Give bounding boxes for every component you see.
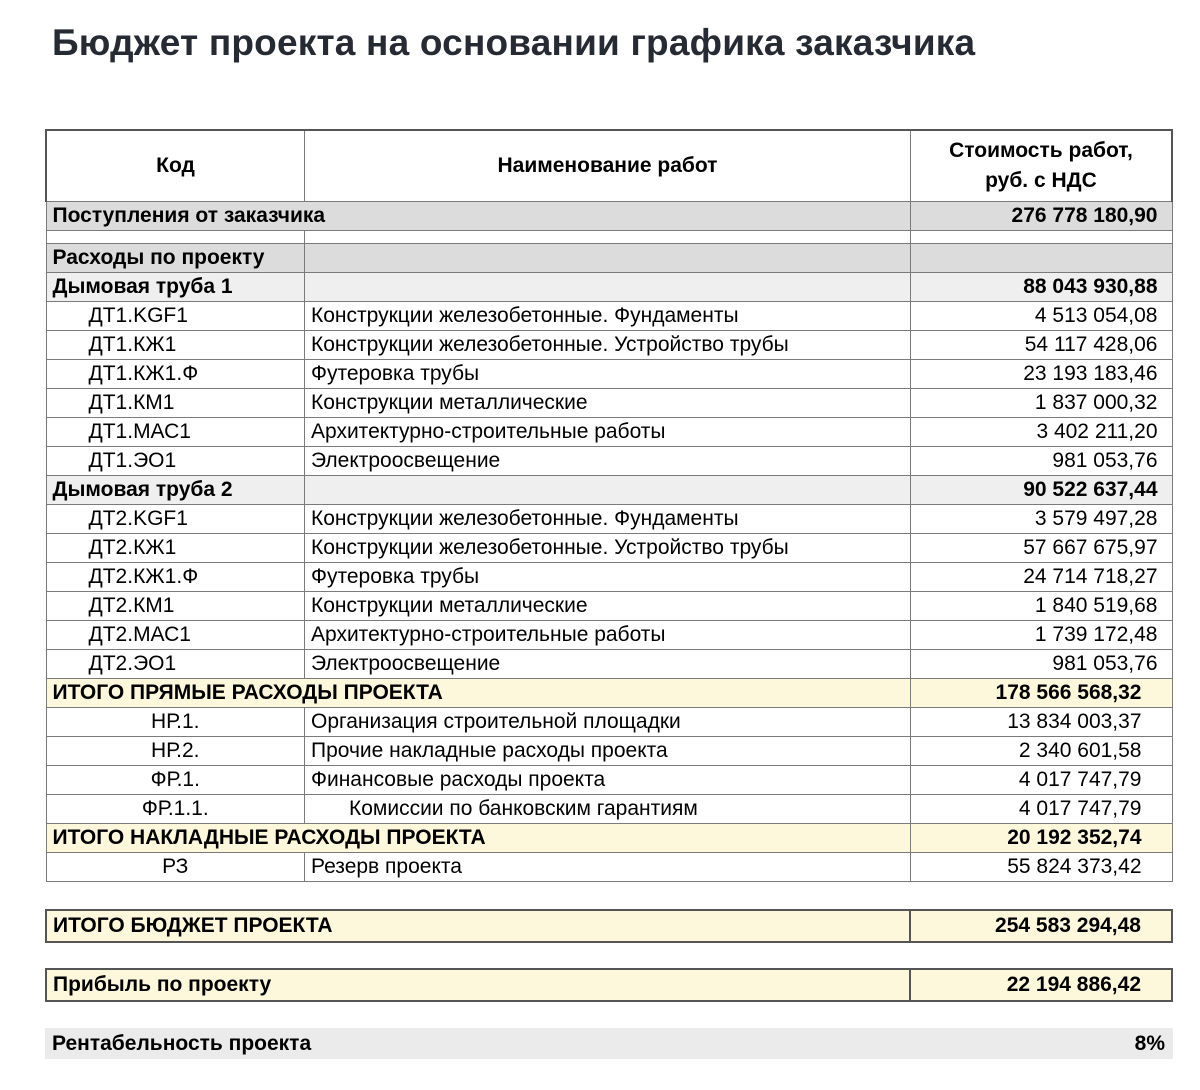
table-row: [46, 505, 1172, 534]
row-name: Конструкции железобетонные. Устройство трубы: [305, 331, 911, 360]
profitability-label: Рентабельность проекта: [52, 1032, 312, 1055]
income-value: 276 778 180,90: [910, 202, 1172, 231]
table-row: [46, 592, 1172, 621]
chimney2-row: [46, 476, 1172, 505]
table-row: [46, 737, 1172, 766]
header-cost: [910, 130, 1172, 202]
row-name: Прочие накладные расходы проекта: [305, 737, 911, 766]
direct-total-label: ИТОГО ПРЯМЫЕ РАСХОДЫ ПРОЕКТА: [46, 679, 910, 708]
row-code: ФР.1.: [46, 766, 305, 795]
overhead-total-label: ИТОГО НАКЛАДНЫЕ РАСХОДЫ ПРОЕКТА: [46, 824, 910, 853]
row-code: ДТ2.KGF1: [46, 505, 305, 534]
table-row: [46, 563, 1172, 592]
spacer-row: [46, 231, 1172, 244]
row-value: 981 053,76: [910, 650, 1172, 679]
overhead-total-row: [46, 824, 1172, 853]
table-row: [46, 534, 1172, 563]
row-value: 3 402 211,20: [910, 418, 1172, 447]
row-code: ДТ2.КЖ1.Ф: [46, 563, 305, 592]
reserve-value: 55 824 373,42: [910, 853, 1172, 882]
row-value: 1 739 172,48: [910, 621, 1172, 650]
table-row: [46, 360, 1172, 389]
reserve-row: [46, 853, 1172, 882]
row-value: 3 579 497,28: [910, 505, 1172, 534]
table-row: [46, 621, 1172, 650]
budget-total-value: 254 583 294,48: [910, 910, 1172, 942]
row-name: Организация строительной площадки: [305, 708, 911, 737]
row-code: ДТ1.КМ1: [46, 389, 305, 418]
table-row: [46, 418, 1172, 447]
row-name: Конструкции металлические: [305, 592, 911, 621]
reserve-code: РЗ: [46, 853, 305, 882]
row-code: ДТ2.КМ1: [46, 592, 305, 621]
header-name: Наименование работ: [305, 130, 911, 202]
row-code: ДТ1.МАС1: [46, 418, 305, 447]
row-code: НР.1.: [46, 708, 305, 737]
row-name: Футеровка трубы: [305, 360, 911, 389]
budget-table: [45, 129, 1173, 882]
row-value: 4 017 747,79: [910, 795, 1172, 824]
chimney1-label: Дымовая труба 1: [46, 273, 305, 302]
chimney2-value: 90 522 637,44: [910, 476, 1172, 505]
profit-label: Прибыль по проекту: [46, 969, 910, 1001]
reserve-name: Резерв проекта: [305, 853, 911, 882]
row-value: 4 513 054,08: [910, 302, 1172, 331]
row-name: Комиссии по банковским гарантиям: [305, 795, 911, 824]
row-name: Архитектурно-строительные работы: [305, 621, 911, 650]
table-row: [46, 766, 1172, 795]
row-name: Конструкции металлические: [305, 389, 911, 418]
budget-total-label: ИТОГО БЮДЖЕТ ПРОЕКТА: [46, 910, 910, 942]
row-name: Футеровка трубы: [305, 563, 911, 592]
row-value: 24 714 718,27: [910, 563, 1172, 592]
row-name: Конструкции железобетонные. Устройство трубы: [305, 534, 911, 563]
table-row: [46, 331, 1172, 360]
profitability-value: 8%: [1134, 1032, 1165, 1055]
row-code: ДТ2.ЭО1: [46, 650, 305, 679]
row-value: 23 193 183,46: [910, 360, 1172, 389]
income-label: Поступления от заказчика: [46, 202, 910, 231]
row-name: Электроосвещение: [305, 650, 911, 679]
table-row: [46, 795, 1172, 824]
row-name: Конструкции железобетонные. Фундаменты: [305, 302, 911, 331]
row-value: 1 840 519,68: [910, 592, 1172, 621]
header-cost-line2: руб. с НДС: [985, 169, 1097, 192]
table-row: [46, 389, 1172, 418]
row-code: ДТ1.ЭО1: [46, 447, 305, 476]
profit-box: [45, 968, 1173, 1002]
chimney1-value: 88 043 930,88: [910, 273, 1172, 302]
row-name: Финансовые расходы проекта: [305, 766, 911, 795]
row-value: 4 017 747,79: [910, 766, 1172, 795]
row-code: НР.2.: [46, 737, 305, 766]
row-code: ДТ2.КЖ1: [46, 534, 305, 563]
direct-total-row: [46, 679, 1172, 708]
row-code: ДТ1.КЖ1: [46, 331, 305, 360]
row-value: 54 117 428,06: [910, 331, 1172, 360]
overhead-total-value: 20 192 352,74: [910, 824, 1172, 853]
profitability-row: [45, 1028, 1173, 1059]
expenses-row: [46, 244, 1172, 273]
row-code: ДТ1.КЖ1.Ф: [46, 360, 305, 389]
budget-total-row: [46, 910, 1172, 942]
row-code: ДТ1.KGF1: [46, 302, 305, 331]
chimney1-row: [46, 273, 1172, 302]
profit-row: [46, 969, 1172, 1001]
table-row: [46, 447, 1172, 476]
row-value: 2 340 601,58: [910, 737, 1172, 766]
header-cost-line1: Стоимость работ,: [949, 139, 1133, 162]
row-value: 1 837 000,32: [910, 389, 1172, 418]
row-code: ФР.1.1.: [46, 795, 305, 824]
table-row: [46, 650, 1172, 679]
row-value: 57 667 675,97: [910, 534, 1172, 563]
row-name: Архитектурно-строительные работы: [305, 418, 911, 447]
direct-total-value: 178 566 568,32: [910, 679, 1172, 708]
table-header-row: [46, 130, 1172, 202]
row-name: Электроосвещение: [305, 447, 911, 476]
income-row: [46, 202, 1172, 231]
table-row: [46, 302, 1172, 331]
row-name: Конструкции железобетонные. Фундаменты: [305, 505, 911, 534]
chimney2-label: Дымовая труба 2: [46, 476, 305, 505]
row-code: ДТ2.МАС1: [46, 621, 305, 650]
row-value: 981 053,76: [910, 447, 1172, 476]
expenses-label: Расходы по проекту: [46, 244, 305, 273]
budget-total-box: [45, 909, 1173, 943]
header-code: Код: [46, 130, 305, 202]
row-value: 13 834 003,37: [910, 708, 1172, 737]
profit-value: 22 194 886,42: [910, 969, 1172, 1001]
table-row: [46, 708, 1172, 737]
page-title: Бюджет проекта на основании графика заказчика: [52, 22, 976, 63]
